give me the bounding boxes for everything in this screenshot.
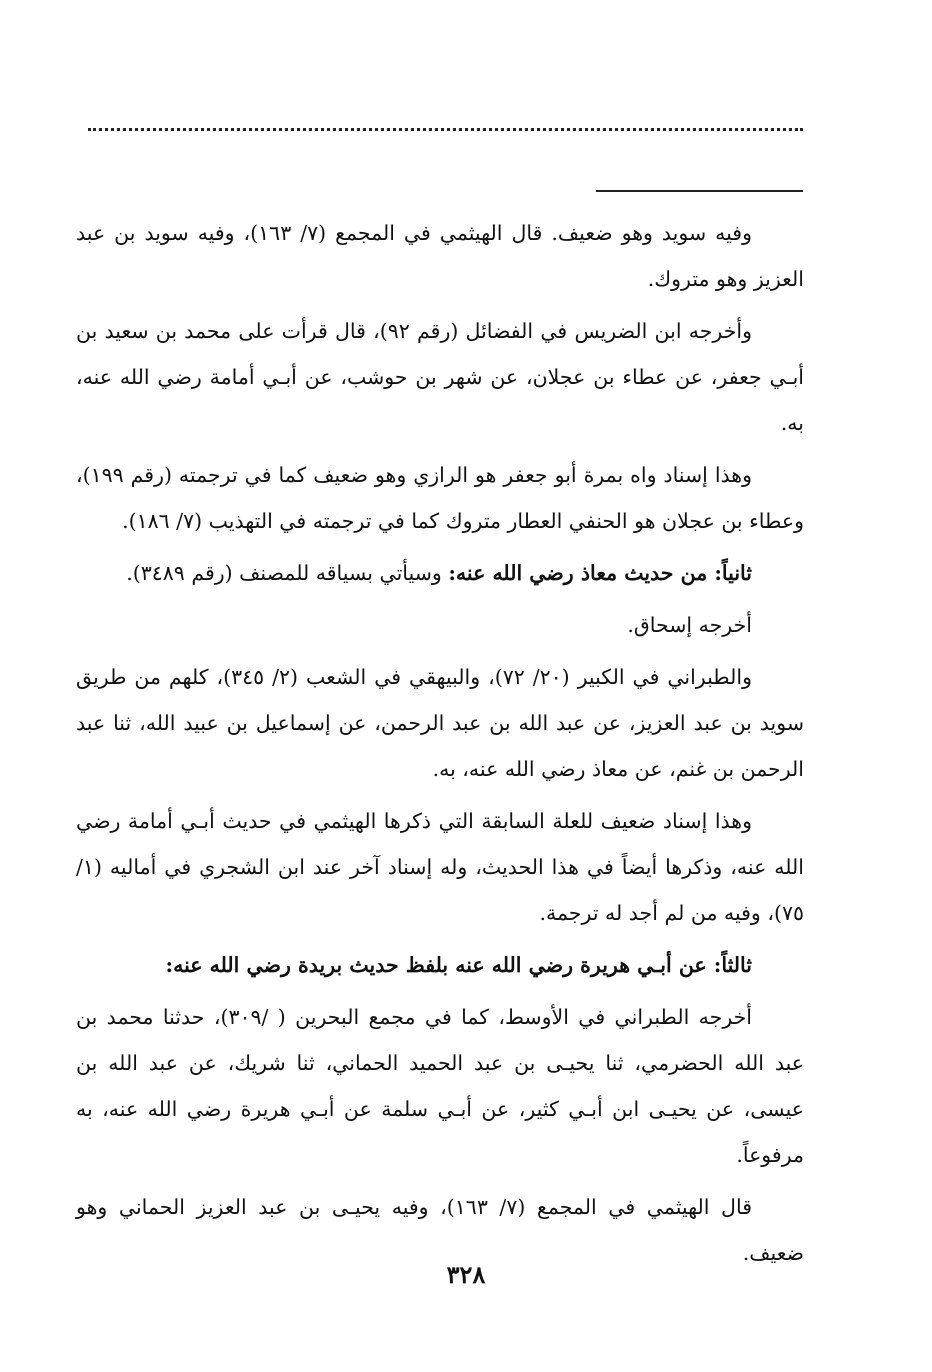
- heading-second-rest: وسيأتي بسياقه للمصنف (رقم ٣٤٨٩).: [126, 561, 449, 585]
- footnote-text-block: [76, 210, 804, 1282]
- paragraph-7: وهذا إسناد ضعيف للعلة السابقة التي ذكرها الهيثمي في حديث أبـي أمامة رضي الله عنه، وذكرها أيضاً في هذا الحديث، وله إسناد آخر عند ابن الشجري في أماليه (١/ ٧٥)، وفيه من لم أجد له ترجمة.: [76, 809, 804, 925]
- page-number: ٣٢٨: [446, 1260, 486, 1289]
- heading-third-abu-hurayra: [76, 942, 804, 988]
- paragraph-1: وفيه سويد وهو ضعيف. قال الهيثمي في المجمع (٧/ ١٦٣)، وفيه سويد بن عبد العزيز وهو متروك.: [76, 221, 804, 291]
- paragraph-2: وأخرجه ابن الضريس في الفضائل (رقم ٩٢)، قال قرأت على محمد بن سعيد بن أبـي جعفر، عن عطاء بن عجلان، عن شهر بن حوشب، عن أبـي أمامة رضي الله عنه، به.: [76, 319, 804, 435]
- paragraph-9: أخرجه الطبراني في الأوسط، كما في مجمع البحرين ( /٣٠٩)، حدثنا محمد بن عبد الله الحضرمي، ثنا يحيـى بن عبد الحميد الحماني، ثنا شريك، عن عبد الله بن عيسى، عن يحيـى ابن أبـي كثير، عن أبـي سلمة عن أبـي هريرة رضي الله عنه، به مرفوعاً.: [76, 1005, 804, 1167]
- footnote-short-rule: [596, 190, 803, 192]
- heading-second-muadh: [76, 550, 804, 596]
- footnote-dotted-separator: [88, 128, 803, 131]
- heading-third-lead: ثالثاً: عن أبـي هريرة رضي الله عنه بلفظ حديث بريدة رضي الله عنه:: [165, 953, 752, 977]
- paragraph-5: أخرجه إسحاق.: [627, 613, 752, 637]
- heading-second-lead: ثانياً: من حديث معاذ رضي الله عنه:: [448, 561, 752, 585]
- paragraph-3: وهذا إسناد واه بمرة أبو جعفر هو الرازي وهو ضعيف كما في ترجمته (رقم ١٩٩)، وعطاء بن عجلان هو الحنفي العطار متروك كما في ترجمته في التهذيب (٧/ ١٨٦).: [76, 463, 804, 533]
- paragraph-10: قال الهيثمي في المجمع (٧/ ١٦٣)، وفيه يحيـى بن عبد العزيز الحماني وهو ضعيف.: [76, 1195, 804, 1265]
- paragraph-6: والطبراني في الكبير (٢٠/ ٧٢)، والبيهقي في الشعب (٢/ ٣٤٥)، كلهم من طريق سويد بن عبد العزيز، عن عبد الله بن عبد الرحمن، عن إسماعيل بن عبيد الله، ثنا عبد الرحمن بن غنم، عن معاذ رضي الله عنه، به.: [76, 665, 804, 781]
